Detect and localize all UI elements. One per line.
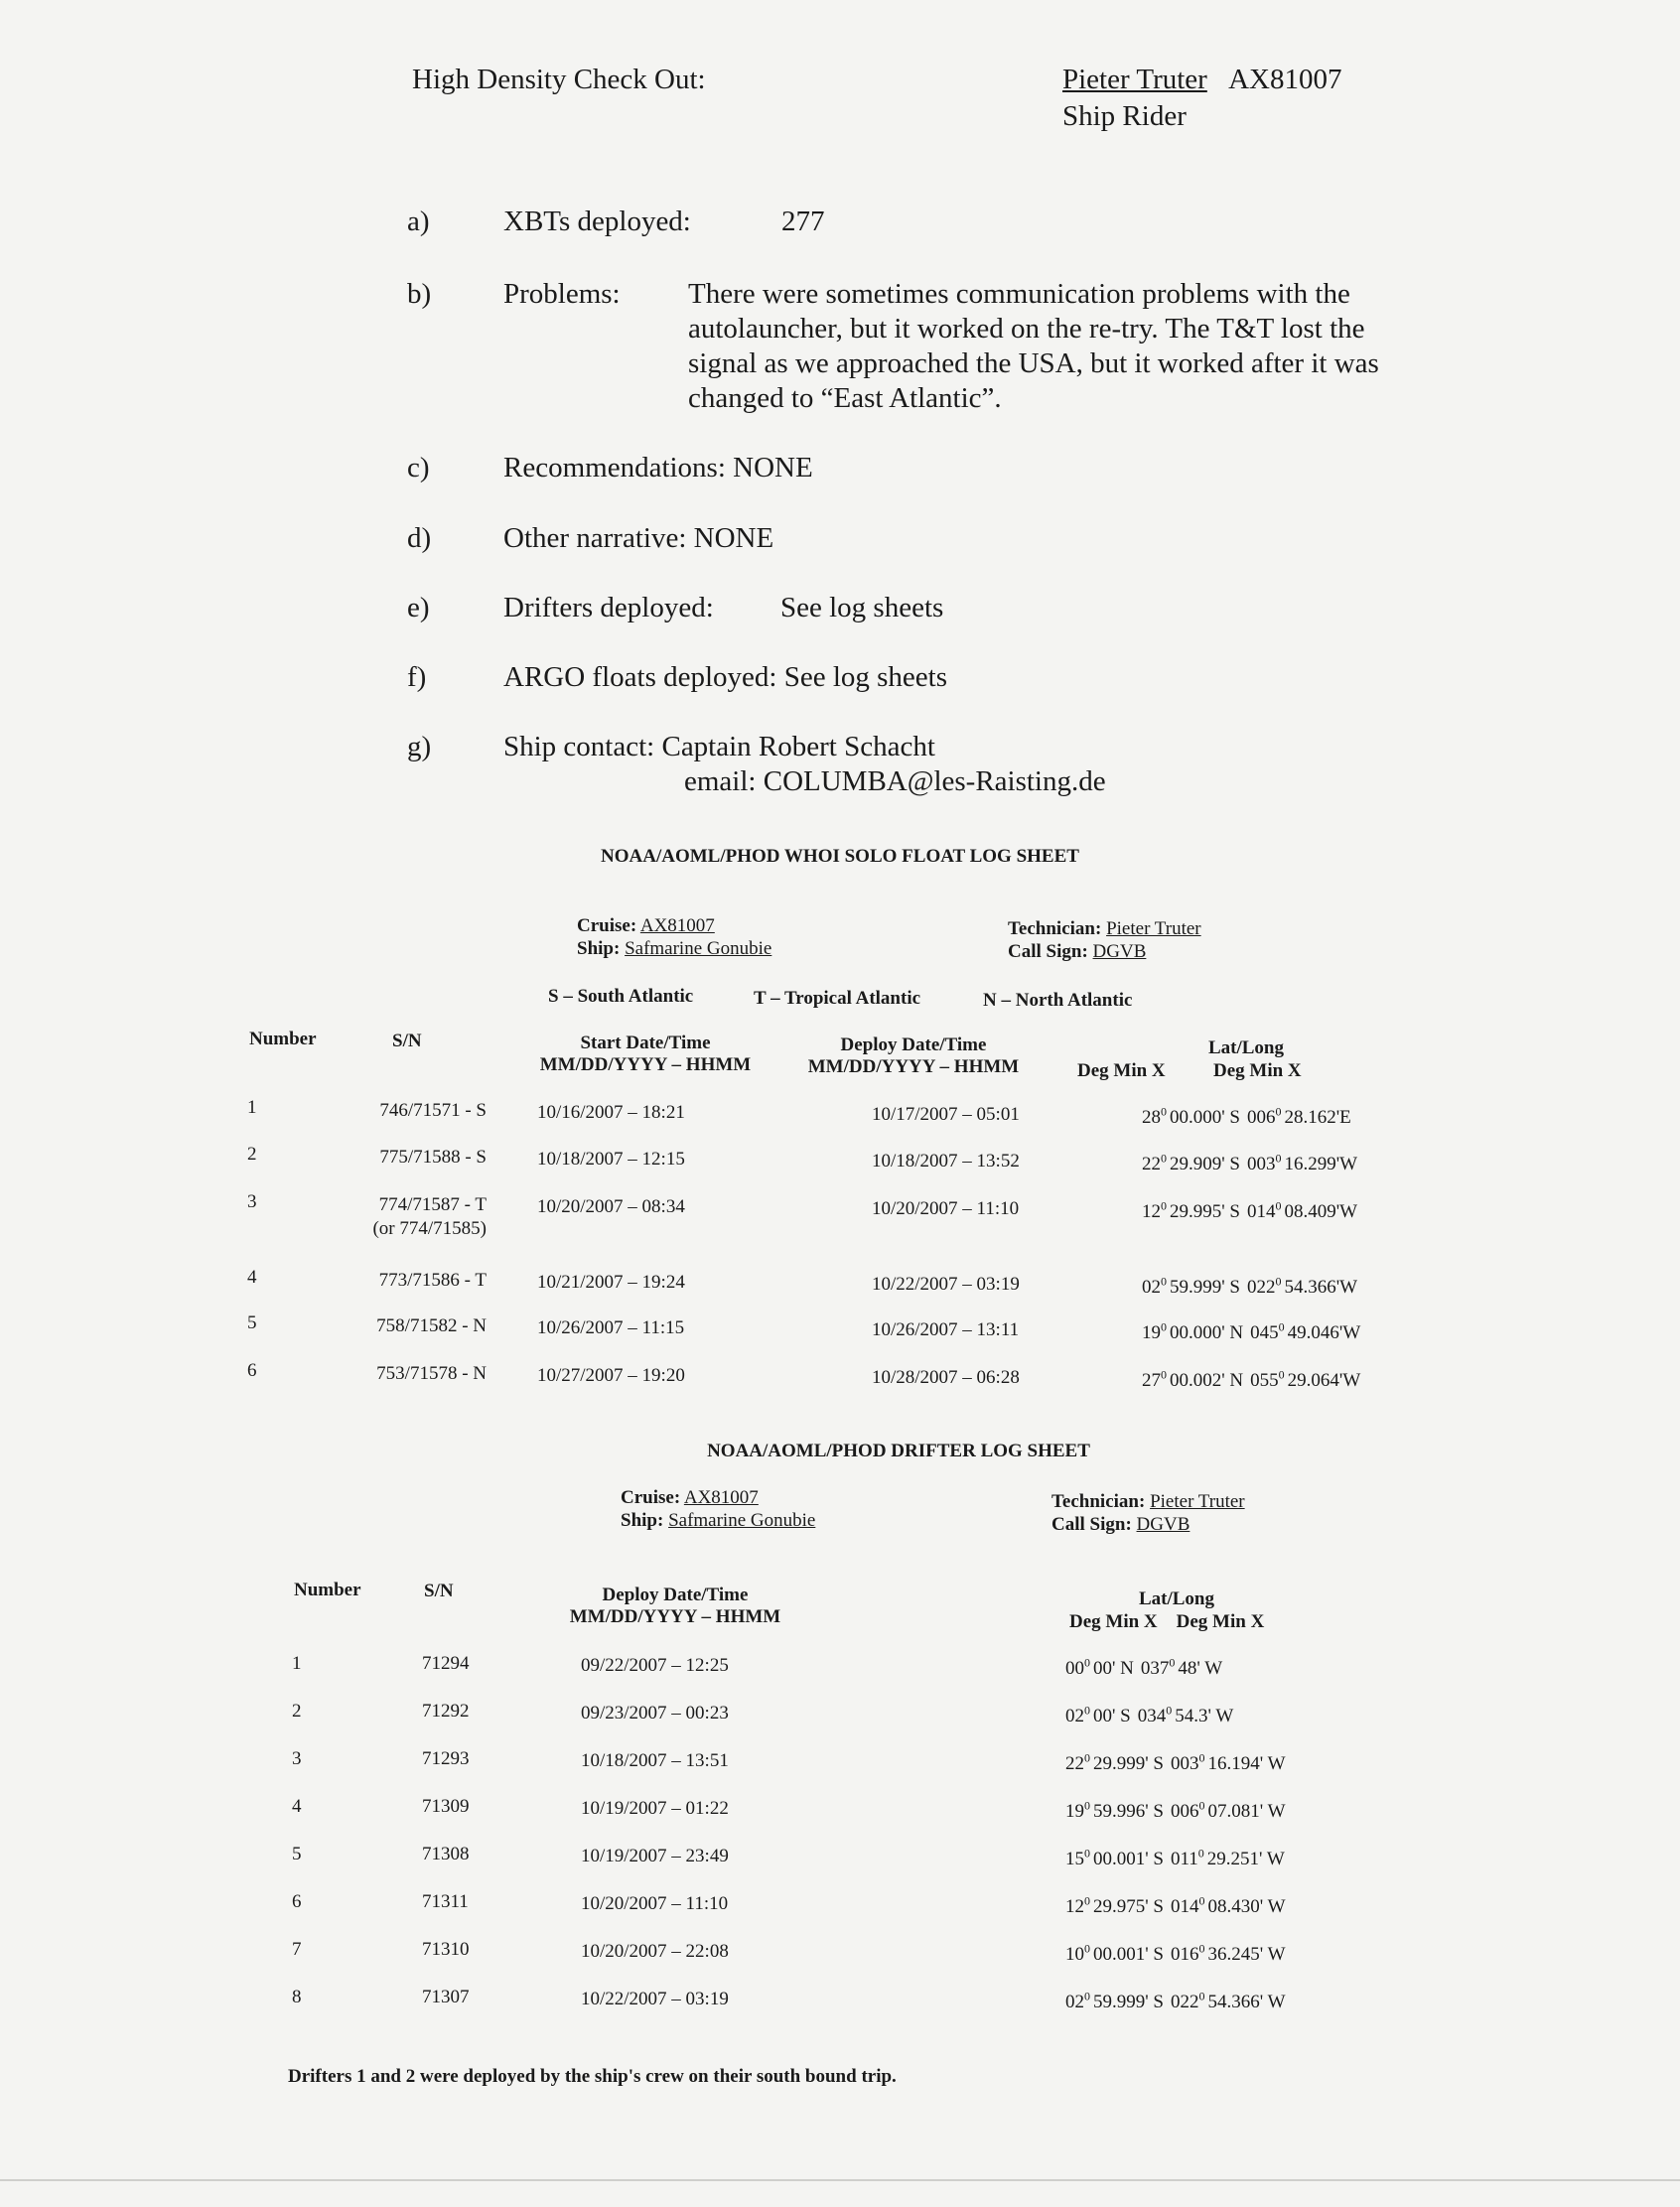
- lon-degrees: 022: [1247, 1277, 1276, 1298]
- row-latlong: [1065, 1703, 1234, 1727]
- row-latlong: [1142, 1104, 1351, 1129]
- row-number: 4: [292, 1796, 302, 1817]
- ship-contact: Ship contact: Captain Robert Schacht: [503, 731, 935, 762]
- lon-degrees: 037: [1140, 1658, 1170, 1679]
- item-letter: g): [407, 731, 432, 762]
- col-deploy-format: MM/DD/YYYY – HHMM: [807, 1056, 1020, 1077]
- degree-symbol: 0: [1198, 1989, 1205, 2003]
- row-sn: 746/71571 - S: [379, 1100, 487, 1121]
- drifters-value: See log sheets: [780, 592, 944, 623]
- page-edge: [0, 2179, 1680, 2181]
- degree-symbol: 0: [1161, 1198, 1167, 1213]
- problems-line: signal as we approached the USA, but it worked after it was: [688, 347, 1379, 379]
- lon-minutes: 08.409'W: [1284, 1201, 1358, 1222]
- legend-south: S – South Atlantic: [548, 986, 694, 1007]
- lat-degrees: 22: [1142, 1154, 1161, 1174]
- col-degmin-lon: Deg Min X: [1213, 1060, 1302, 1081]
- row-number: 6: [247, 1360, 257, 1381]
- lon-minutes: 36.245' W: [1207, 1944, 1286, 1965]
- row-deploy: 10/19/2007 – 23:49: [581, 1846, 729, 1866]
- row-deploy: 10/18/2007 – 13:52: [872, 1151, 1020, 1172]
- degree-symbol: 0: [1198, 1893, 1205, 1908]
- lon-minutes: 08.430' W: [1207, 1896, 1286, 1917]
- row-latlong: [1065, 1941, 1286, 1966]
- row-deploy: 10/17/2007 – 05:01: [872, 1104, 1020, 1125]
- callsign-label: Call Sign:: [1008, 941, 1088, 962]
- row-deploy: 10/19/2007 – 01:22: [581, 1798, 729, 1819]
- argo-floats: ARGO floats deployed: See log sheets: [503, 661, 948, 693]
- problems-line: changed to “East Atlantic”.: [688, 382, 1002, 414]
- col-deploy-format: MM/DD/YYYY – HHMM: [569, 1606, 781, 1627]
- row-number: 5: [292, 1844, 302, 1864]
- lon-minutes: 16.194' W: [1207, 1753, 1286, 1774]
- lat-minutes: 00.000' S: [1170, 1107, 1240, 1128]
- col-start: Start Date/Time: [580, 1033, 711, 1053]
- lat-degrees: 02: [1142, 1277, 1161, 1298]
- drifter-sheet-title: NOAA/AOML/PHOD DRIFTER LOG SHEET: [707, 1441, 1090, 1461]
- row-sn: 71309: [422, 1796, 470, 1817]
- page-title: High Density Check Out:: [412, 64, 706, 95]
- float-ship: [577, 938, 771, 960]
- lat-degrees: 15: [1065, 1849, 1084, 1869]
- row-latlong: [1065, 1893, 1286, 1918]
- row-latlong: [1065, 1798, 1286, 1823]
- lon-degrees: 011: [1171, 1849, 1198, 1869]
- row-start: 10/20/2007 – 08:34: [537, 1196, 685, 1217]
- row-sn: 753/71578 - N: [376, 1363, 487, 1384]
- legend-north: N – North Atlantic: [983, 990, 1133, 1011]
- lon-degrees: 022: [1171, 1992, 1199, 2012]
- technician-label: Technician:: [1008, 918, 1102, 939]
- lon-degrees: 006: [1171, 1801, 1199, 1822]
- lon-degrees: 034: [1137, 1706, 1167, 1726]
- degree-symbol: 0: [1275, 1198, 1282, 1213]
- degree-symbol: 0: [1084, 1893, 1090, 1908]
- col-deploy: Deploy Date/Time: [840, 1035, 987, 1055]
- lat-minutes: 00' N: [1093, 1658, 1134, 1679]
- lon-degrees: 014: [1171, 1896, 1199, 1917]
- degree-symbol: 0: [1161, 1151, 1167, 1166]
- lon-minutes: 16.299'W: [1284, 1154, 1358, 1174]
- recommendations: Recommendations: NONE: [503, 452, 813, 483]
- degree-symbol: 0: [1198, 1941, 1205, 1956]
- degree-symbol: 0: [1161, 1367, 1167, 1382]
- row-deploy: 10/28/2007 – 06:28: [872, 1367, 1020, 1388]
- degree-symbol: 0: [1084, 1846, 1090, 1861]
- col-number: Number: [294, 1580, 361, 1600]
- callsign-label: Call Sign:: [1051, 1514, 1132, 1535]
- float-technician: [1008, 918, 1201, 940]
- row-latlong: [1142, 1367, 1361, 1392]
- row-deploy: 10/22/2007 – 03:19: [581, 1989, 729, 2009]
- row-number: 2: [247, 1144, 257, 1165]
- degree-symbol: 0: [1198, 1750, 1205, 1765]
- degree-symbol: 0: [1161, 1274, 1167, 1289]
- row-number: 3: [292, 1748, 302, 1769]
- item-letter: c): [407, 452, 430, 483]
- lat-minutes: 00.000' N: [1170, 1322, 1244, 1343]
- cruise-value: AX81007: [639, 915, 715, 936]
- lat-minutes: 00.001' S: [1093, 1849, 1164, 1869]
- row-number: 1: [247, 1097, 257, 1118]
- col-sn: S/N: [392, 1031, 422, 1051]
- lat-minutes: 00' S: [1093, 1706, 1131, 1726]
- lon-degrees: 003: [1247, 1154, 1276, 1174]
- row-latlong: [1142, 1151, 1358, 1175]
- lat-degrees: 00: [1065, 1658, 1084, 1679]
- lat-minutes: 29.975' S: [1093, 1896, 1164, 1917]
- col-latlong: Lat/Long: [1138, 1588, 1215, 1609]
- degree-symbol: 0: [1275, 1274, 1282, 1289]
- lon-minutes: 07.081' W: [1207, 1801, 1286, 1822]
- ship-label: Ship:: [577, 938, 621, 959]
- degree-symbol: 0: [1084, 1655, 1090, 1670]
- row-sn: 774/71587 - T: [378, 1194, 487, 1215]
- row-start: 10/21/2007 – 19:24: [537, 1272, 685, 1293]
- lon-minutes: 54.366'W: [1284, 1277, 1358, 1298]
- degree-symbol: 0: [1161, 1319, 1167, 1334]
- lat-degrees: 02: [1065, 1706, 1084, 1726]
- row-deploy: 09/23/2007 – 00:23: [581, 1703, 729, 1724]
- lat-minutes: 29.999' S: [1093, 1753, 1164, 1774]
- col-start-format: MM/DD/YYYY – HHMM: [539, 1054, 752, 1075]
- row-sn: 71293: [422, 1748, 470, 1769]
- other-narrative: Other narrative: NONE: [503, 522, 774, 554]
- item-letter: b): [407, 278, 432, 310]
- item-letter: d): [407, 522, 432, 554]
- drifter-callsign: [1051, 1514, 1190, 1536]
- lat-minutes: 00.001' S: [1093, 1944, 1164, 1965]
- degree-symbol: 0: [1275, 1104, 1282, 1119]
- row-sn: 71292: [422, 1701, 470, 1722]
- degree-symbol: 0: [1166, 1703, 1173, 1718]
- technician-value: Pieter Truter: [1150, 1491, 1245, 1512]
- degree-symbol: 0: [1278, 1319, 1285, 1334]
- legend-tropical: T – Tropical Atlantic: [754, 988, 921, 1009]
- callsign-value: DGVB: [1092, 941, 1147, 962]
- lon-minutes: 54.3' W: [1175, 1706, 1234, 1726]
- row-deploy: 10/20/2007 – 11:10: [581, 1893, 729, 1914]
- row-sn: 71311: [422, 1891, 469, 1912]
- row-number: 5: [247, 1312, 257, 1333]
- lat-degrees: 27: [1142, 1370, 1161, 1391]
- lat-minutes: 59.999' S: [1093, 1992, 1164, 2012]
- cruise-label: Cruise:: [621, 1487, 681, 1508]
- ship-email: email: COLUMBA@les-Raisting.de: [684, 765, 1106, 797]
- row-start: 10/27/2007 – 19:20: [537, 1365, 685, 1386]
- row-sn: 71310: [422, 1939, 470, 1960]
- ship-value: Safmarine Gonubie: [668, 1510, 816, 1531]
- row-deploy: 10/26/2007 – 13:11: [872, 1319, 1020, 1340]
- row-sn-alt: (or 774/71585): [372, 1218, 487, 1239]
- lat-degrees: 19: [1142, 1322, 1161, 1343]
- lon-minutes: 48' W: [1178, 1658, 1223, 1679]
- lon-degrees: 006: [1247, 1107, 1276, 1128]
- degree-symbol: 0: [1275, 1151, 1282, 1166]
- row-start: 10/16/2007 – 18:21: [537, 1102, 685, 1123]
- row-latlong: [1065, 1846, 1285, 1870]
- row-sn: 71308: [422, 1844, 470, 1864]
- technician-label: Technician:: [1051, 1491, 1146, 1512]
- row-deploy: 10/22/2007 – 03:19: [872, 1274, 1020, 1295]
- degree-symbol: 0: [1161, 1104, 1167, 1119]
- row-latlong: [1065, 1655, 1223, 1680]
- row-deploy: 10/18/2007 – 13:51: [581, 1750, 729, 1771]
- row-latlong: [1065, 1750, 1286, 1775]
- row-number: 3: [247, 1191, 257, 1212]
- lon-degrees: 003: [1171, 1753, 1199, 1774]
- col-latlong: Lat/Long: [1207, 1037, 1285, 1058]
- row-start: 10/18/2007 – 12:15: [537, 1149, 685, 1170]
- drifter-footnote: Drifters 1 and 2 were deployed by the ship's crew on their south bound trip.: [288, 2066, 897, 2087]
- lat-minutes: 59.996' S: [1093, 1801, 1164, 1822]
- ship-value: Safmarine Gonubie: [625, 938, 772, 959]
- lon-minutes: 28.162'E: [1284, 1107, 1351, 1128]
- row-sn: 71307: [422, 1987, 470, 2007]
- lat-minutes: 29.909' S: [1170, 1154, 1240, 1174]
- technician-value: Pieter Truter: [1106, 918, 1201, 939]
- col-deploy: Deploy Date/Time: [602, 1585, 749, 1605]
- rider-role: Ship Rider: [1062, 100, 1187, 132]
- lon-degrees: 045: [1250, 1322, 1279, 1343]
- drifters-label: Drifters deployed:: [503, 592, 714, 623]
- row-sn: 71294: [422, 1653, 470, 1674]
- lat-degrees: 28: [1142, 1107, 1161, 1128]
- row-number: 8: [292, 1987, 302, 2007]
- rider-name: Pieter Truter: [1062, 64, 1207, 95]
- cruise-label: Cruise:: [577, 915, 637, 936]
- xbt-value: 277: [781, 206, 825, 237]
- item-letter: a): [407, 206, 430, 237]
- lon-minutes: 49.046'W: [1287, 1322, 1361, 1343]
- problems-label: Problems:: [503, 278, 621, 310]
- float-sheet-title: NOAA/AOML/PHOD WHOI SOLO FLOAT LOG SHEET: [601, 846, 1079, 867]
- degree-symbol: 0: [1084, 1989, 1090, 2003]
- degree-symbol: 0: [1084, 1941, 1090, 1956]
- cruise-value: AX81007: [683, 1487, 759, 1508]
- drifter-technician: [1051, 1491, 1245, 1513]
- xbt-label: XBTs deployed:: [503, 206, 691, 237]
- lon-minutes: 29.251' W: [1206, 1849, 1285, 1869]
- degree-symbol: 0: [1197, 1846, 1204, 1861]
- rider-block: [1062, 64, 1341, 96]
- item-letter: e): [407, 592, 430, 623]
- row-number: 1: [292, 1653, 302, 1674]
- lon-degrees: 055: [1250, 1370, 1279, 1391]
- row-latlong: [1142, 1274, 1358, 1299]
- row-number: 2: [292, 1701, 302, 1722]
- degree-symbol: 0: [1278, 1367, 1285, 1382]
- col-number: Number: [249, 1029, 317, 1049]
- callsign-value: DGVB: [1136, 1514, 1190, 1535]
- row-latlong: [1142, 1198, 1358, 1223]
- float-callsign: [1008, 941, 1146, 963]
- row-sn: 773/71586 - T: [378, 1270, 487, 1291]
- float-cruise: [577, 915, 715, 937]
- lat-minutes: 59.999' S: [1170, 1277, 1240, 1298]
- row-deploy: 09/22/2007 – 12:25: [581, 1655, 729, 1676]
- col-degmin: Deg Min X Deg Min X: [1069, 1611, 1265, 1632]
- lat-degrees: 02: [1065, 1992, 1084, 2012]
- row-sn: 775/71588 - S: [379, 1147, 487, 1168]
- row-deploy: 10/20/2007 – 11:10: [872, 1198, 1020, 1219]
- item-letter: f): [407, 661, 427, 693]
- cruise-id: AX81007: [1228, 64, 1342, 95]
- drifter-ship: [621, 1510, 815, 1532]
- degree-symbol: 0: [1198, 1798, 1205, 1813]
- degree-symbol: 0: [1084, 1798, 1090, 1813]
- lon-minutes: 29.064'W: [1287, 1370, 1361, 1391]
- lon-minutes: 54.366' W: [1207, 1992, 1286, 2012]
- lat-degrees: 19: [1065, 1801, 1084, 1822]
- lon-degrees: 016: [1171, 1944, 1199, 1965]
- problems-line: There were sometimes communication problems with the: [688, 278, 1350, 310]
- row-start: 10/26/2007 – 11:15: [537, 1317, 685, 1338]
- degree-symbol: 0: [1084, 1750, 1090, 1765]
- row-latlong: [1142, 1319, 1361, 1344]
- lat-degrees: 10: [1065, 1944, 1084, 1965]
- row-number: 6: [292, 1891, 302, 1912]
- row-sn: 758/71582 - N: [376, 1315, 487, 1336]
- lat-degrees: 12: [1142, 1201, 1161, 1222]
- col-degmin-lat: Deg Min X: [1077, 1060, 1166, 1081]
- lat-minutes: 00.002' N: [1170, 1370, 1244, 1391]
- row-deploy: 10/20/2007 – 22:08: [581, 1941, 729, 1962]
- col-sn: S/N: [424, 1581, 454, 1601]
- drifter-cruise: [621, 1487, 759, 1509]
- lat-minutes: 29.995' S: [1170, 1201, 1240, 1222]
- ship-label: Ship:: [621, 1510, 664, 1531]
- problems-line: autolauncher, but it worked on the re-try. The T&T lost the: [688, 313, 1365, 345]
- lat-degrees: 12: [1065, 1896, 1084, 1917]
- row-number: 4: [247, 1267, 257, 1288]
- row-number: 7: [292, 1939, 302, 1960]
- degree-symbol: 0: [1169, 1655, 1176, 1670]
- row-latlong: [1065, 1989, 1286, 2013]
- lat-degrees: 22: [1065, 1753, 1084, 1774]
- degree-symbol: 0: [1084, 1703, 1090, 1718]
- lon-degrees: 014: [1247, 1201, 1276, 1222]
